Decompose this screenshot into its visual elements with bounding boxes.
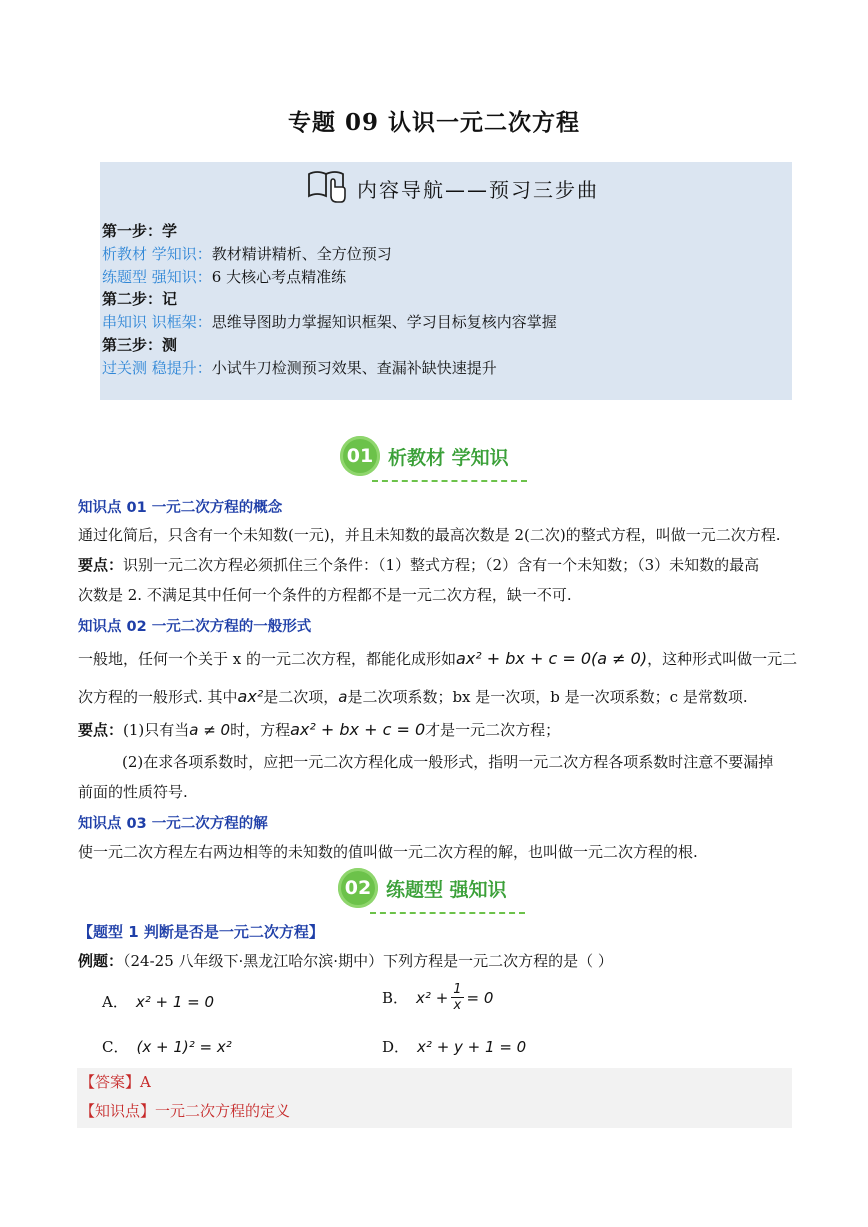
kp-02-line1 bbox=[78, 649, 803, 669]
book-pointer-icon bbox=[305, 166, 349, 210]
example bbox=[78, 951, 803, 971]
section-badge-01 bbox=[340, 436, 509, 476]
kp-01-text: 通过化简后，只含有一个未知数(一元)，并且未知数的最高次数是 2(二次)的整式方程，叫做一元二次方程. bbox=[78, 526, 781, 544]
step-1: 第一步：学 bbox=[102, 222, 178, 240]
nav-box bbox=[100, 162, 792, 400]
nav-tag: 析教材 学知识： bbox=[102, 244, 212, 263]
nav-tag: 练题型 强知识： bbox=[102, 267, 212, 286]
text: (1)只有当 bbox=[123, 721, 190, 739]
formula-condition: a ≠ 0 bbox=[189, 721, 231, 739]
nav-tag: 过关测 稳提升： bbox=[102, 358, 212, 377]
option-c bbox=[102, 1036, 232, 1057]
text: 一般地，任何一个关于 x 的一元二次方程，都能化成形如 bbox=[78, 650, 456, 668]
option-formula: x² + bbox=[416, 988, 449, 1007]
kp-02-key-line2: (2)在求各项系数时，应把一元二次方程化成一般形式，指明一元二次方程各项系数时注意不要漏掉 bbox=[122, 753, 774, 771]
knowledge-point: 【知识点】一元二次方程的定义 bbox=[80, 1102, 291, 1120]
fraction bbox=[451, 982, 463, 1013]
nav-tag: 串知识 识框架： bbox=[102, 313, 212, 332]
kp-01-key-line1 bbox=[78, 555, 798, 575]
text: 时，方程 bbox=[230, 721, 291, 739]
section-label: 练题型 强知识 bbox=[386, 878, 507, 901]
option-b bbox=[382, 982, 493, 1013]
text: 是二次项系数；bx 是一次项，b 是一次项系数；c 是常数项. bbox=[347, 688, 748, 706]
nav-line-2 bbox=[102, 266, 557, 289]
nav-header bbox=[305, 168, 599, 208]
kp-01-title: 知识点 01 一元二次方程的概念 bbox=[78, 500, 283, 516]
kp-01-key-line2: 次数是 2. 不满足其中任何一个条件的方程都不是一元二次方程，缺一不可. bbox=[78, 586, 572, 604]
nav-text: 思维导图助力掌握知识框架、学习目标复核内容掌握 bbox=[211, 313, 557, 332]
formula-a: a bbox=[338, 688, 348, 706]
nav-text: 6 大核心考点精准练 bbox=[211, 267, 347, 286]
section-number: 02 bbox=[338, 868, 378, 908]
text: 次方程的一般形式. 其中 bbox=[78, 688, 238, 706]
text: ，这种形式叫做一元二 bbox=[647, 650, 798, 668]
kp-03-title: 知识点 03 一元二次方程的解 bbox=[78, 816, 268, 832]
formula-ax2: ax² bbox=[237, 687, 264, 706]
key-text: 识别一元二次方程必须抓住三个条件：（1）整式方程；（2）含有一个未知数；（3）未知数的最高 bbox=[123, 556, 760, 574]
text: 是二次项， bbox=[263, 688, 339, 706]
option-formula: (x + 1)² = x² bbox=[136, 1038, 232, 1056]
answer: 【答案】A bbox=[80, 1073, 151, 1091]
option-d bbox=[382, 1036, 526, 1057]
kp-02-line2 bbox=[78, 687, 803, 707]
option-label: D． bbox=[382, 1038, 410, 1056]
example-text: （24-25 八年级下·黑龙江哈尔滨·期中）下列方程是一元二次方程的是（ ） bbox=[123, 952, 613, 970]
nav-lines bbox=[102, 220, 557, 380]
option-label: C． bbox=[102, 1038, 129, 1056]
text: 才是一元二次方程； bbox=[425, 721, 561, 739]
section-badge-02 bbox=[338, 868, 507, 908]
nav-line-1 bbox=[102, 243, 557, 266]
formula-equation: ax² + bx + c = 0 bbox=[290, 720, 426, 739]
option-formula: x² + y + 1 = 0 bbox=[417, 1038, 527, 1056]
kp-02-key-line3: 前面的性质符号. bbox=[78, 783, 188, 801]
nav-header-text: 内容导航——预习三步曲 bbox=[357, 177, 599, 202]
type-1-title: 【题型 1 判断是否是一元二次方程】 bbox=[78, 923, 324, 941]
key-label: 要点： bbox=[78, 721, 124, 739]
answer-box bbox=[77, 1068, 792, 1128]
formula-general: ax² + bx + c = 0(a ≠ 0) bbox=[456, 649, 648, 668]
option-formula: = 0 bbox=[466, 988, 494, 1007]
option-label: B． bbox=[382, 989, 409, 1007]
section-number: 01 bbox=[340, 436, 380, 476]
dashed-underline bbox=[370, 912, 525, 914]
fraction-denominator: x bbox=[453, 998, 462, 1013]
fraction-numerator: 1 bbox=[453, 982, 462, 997]
example-label: 例题： bbox=[78, 952, 124, 970]
section-label: 析教材 学知识 bbox=[388, 446, 509, 469]
nav-text: 教材精讲精析、全方位预习 bbox=[211, 244, 392, 263]
kp-02-title: 知识点 02 一元二次方程的一般形式 bbox=[78, 619, 312, 635]
page-title: 专题 09 认识一元二次方程 bbox=[287, 109, 581, 136]
dashed-underline bbox=[372, 480, 527, 482]
option-a bbox=[102, 991, 214, 1012]
option-label: A． bbox=[102, 993, 128, 1011]
kp-02-key-line1 bbox=[78, 720, 803, 740]
kp-03-text: 使一元二次方程左右两边相等的未知数的值叫做一元二次方程的解，也叫做一元二次方程的根. bbox=[78, 843, 698, 861]
step-2: 第二步：记 bbox=[102, 290, 178, 309]
key-label: 要点： bbox=[78, 556, 124, 574]
step-3: 第三步：测 bbox=[102, 335, 178, 354]
nav-line-3 bbox=[102, 311, 557, 334]
nav-text: 小试牛刀检测预习效果、查漏补缺快速提升 bbox=[211, 358, 497, 377]
nav-line-4 bbox=[102, 357, 557, 380]
option-formula: x² + 1 = 0 bbox=[135, 993, 215, 1011]
